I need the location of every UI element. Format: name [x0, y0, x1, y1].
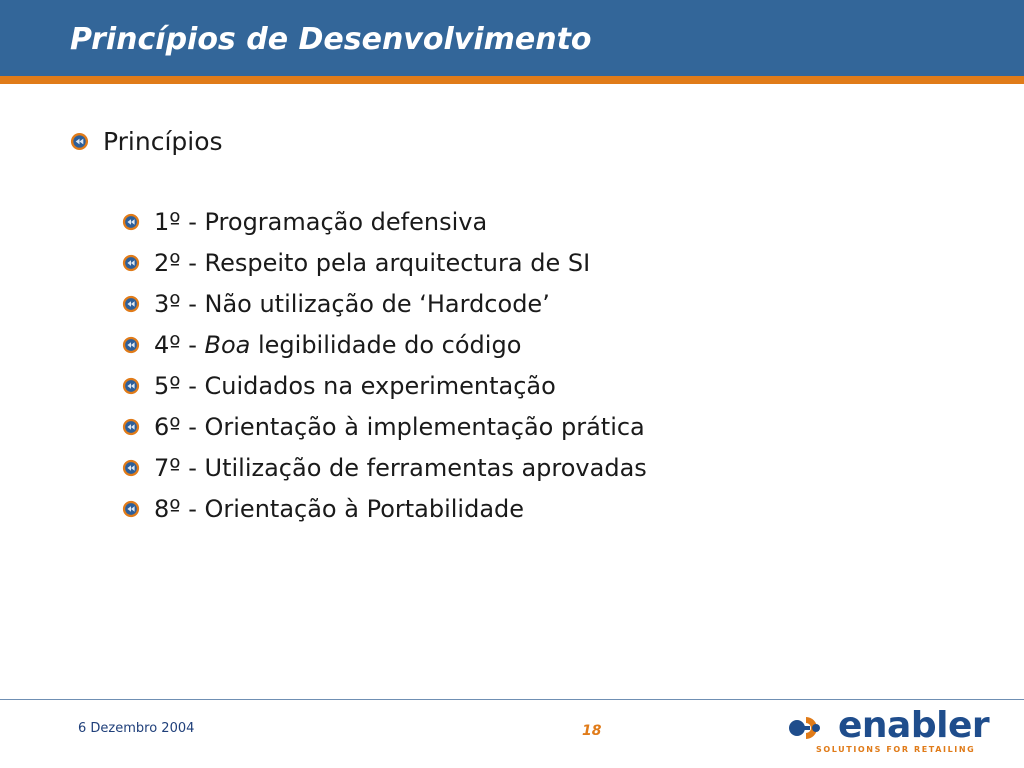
header-accent-stripe — [0, 76, 1024, 84]
principle-item — [122, 454, 647, 482]
main-bullet — [70, 127, 223, 156]
principle-number: 4º - — [154, 331, 205, 359]
enabler-logo — [788, 705, 1008, 759]
principle-item — [122, 249, 590, 277]
bullet-icon — [122, 377, 140, 395]
principle-text — [154, 249, 590, 277]
principle-number: 8º - — [154, 495, 205, 523]
principle-item — [122, 290, 550, 318]
principle-label: Utilização de ferramentas aprovadas — [204, 454, 647, 482]
bullet-icon — [122, 459, 140, 477]
principle-label: Não utilização de ‘Hardcode’ — [204, 290, 550, 318]
principle-emphasis: Boa — [204, 331, 251, 359]
logo-tagline: SOLUTIONS FOR RETAILING — [816, 745, 976, 754]
enabler-logo-icon — [788, 711, 834, 745]
principle-label: legibilidade do código — [250, 331, 522, 359]
principle-number: 7º - — [154, 454, 205, 482]
principle-text — [154, 290, 550, 318]
page-number: 18 — [582, 723, 602, 739]
bullet-icon — [122, 418, 140, 436]
main-bullet-label: Princípios — [103, 127, 223, 156]
principle-item — [122, 413, 645, 441]
slide-title: Princípios de Desenvolvimento — [70, 22, 592, 57]
principle-text — [154, 208, 487, 236]
principle-text — [154, 454, 647, 482]
bullet-icon — [122, 213, 140, 231]
principle-number: 3º - — [154, 290, 205, 318]
principle-item — [122, 208, 487, 236]
title-bar — [0, 0, 1024, 76]
principle-item — [122, 495, 524, 523]
bullet-icon — [70, 132, 89, 151]
principle-text — [154, 372, 556, 400]
principle-label: Orientação à Portabilidade — [204, 495, 525, 523]
bullet-icon — [122, 336, 140, 354]
principle-number: 1º - — [154, 208, 205, 236]
bullet-icon — [122, 295, 140, 313]
principle-label: Programação defensiva — [204, 208, 488, 236]
logo-wordmark: enabler — [838, 705, 990, 746]
principle-text — [154, 413, 645, 441]
principle-text — [154, 331, 521, 359]
principle-item — [122, 331, 521, 359]
principle-label: Orientação à implementação prática — [204, 413, 645, 441]
principle-number: 5º - — [154, 372, 205, 400]
principle-number: 6º - — [154, 413, 205, 441]
footer-divider — [0, 699, 1024, 700]
bullet-icon — [122, 254, 140, 272]
bullet-icon — [122, 500, 140, 518]
principle-label: Respeito pela arquitectura de SI — [204, 249, 591, 277]
principle-label: Cuidados na experimentação — [204, 372, 556, 400]
principle-number: 2º - — [154, 249, 205, 277]
principle-text — [154, 495, 524, 523]
footer-date: 6 Dezembro 2004 — [78, 721, 195, 736]
principle-item — [122, 372, 556, 400]
